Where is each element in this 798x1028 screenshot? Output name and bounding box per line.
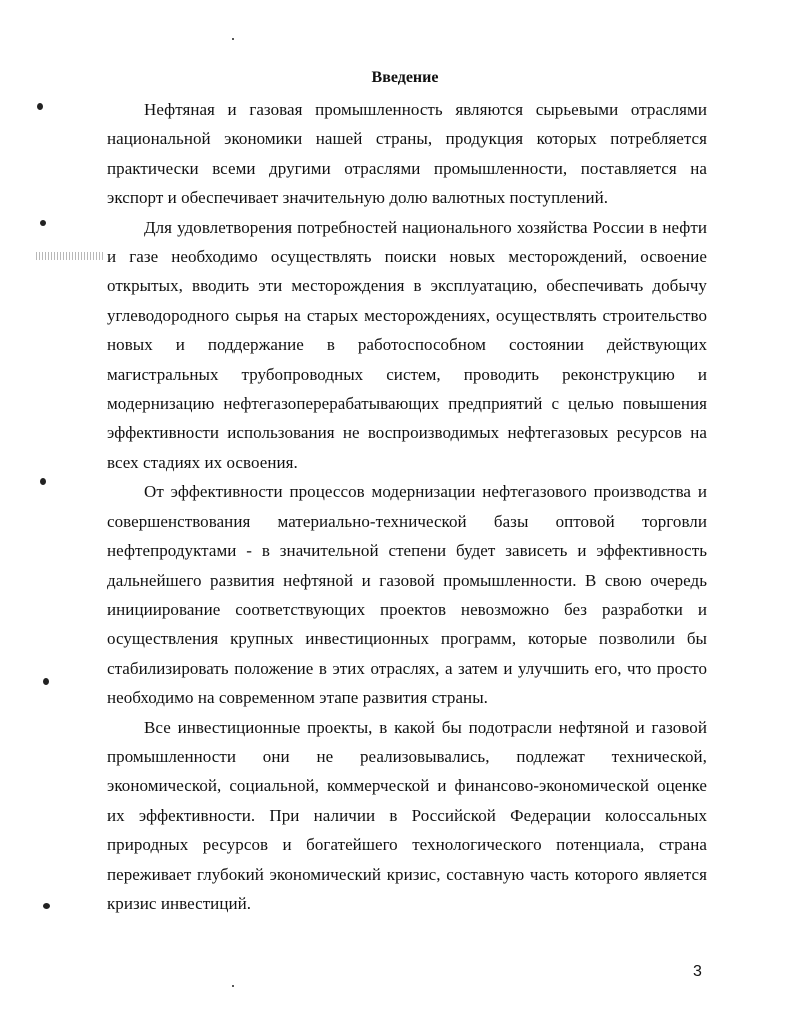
scan-speck <box>43 903 50 909</box>
paragraph: Нефтяная и газовая промышленность являются сырьевыми отраслями национальной экономики нашей страны, продукция которых потребляется практически всеми другими отраслями промышленности, поставляется на экспорт и обеспечивает значительную долю валютных поступлений. <box>107 100 707 208</box>
page-number: 3 <box>693 963 702 980</box>
paragraph: Все инвестиционные проекты, в какой бы подотрасли нефтяной и газовой промышленности они не реализовывались, подлежат технической, экономической, социальной, коммерческой и финансово-экономической оценке их эффективности. При наличии в Российской Федерации колоссальных природных ресурсов и богатейшего технологического потенциала, страна переживает глубокий экономический кризис, составную часть которого является кризис инвестиций. <box>107 717 707 913</box>
scan-speck <box>37 103 43 110</box>
scan-speck <box>43 678 49 685</box>
section-title: Введение <box>371 69 439 86</box>
paragraph: От эффективности процессов модернизации нефтегазового производства и совершенствования материально-технической базы оптовой торговли нефтепродуктами - в значительной степени будет зависеть и эффективность дальнейшего развития нефтяной и газовой промышленности. В свою очередь инициирование соответствующих проектов невозможно без разработки и осуществления крупных инвестиционных программ, которые позволили бы стабилизировать положение в этих отраслях, а затем и улучшить его, что просто необходимо на современном этапе развития страны. <box>107 482 707 708</box>
paragraph: Для удовлетворения потребностей национального хозяйства России в нефти и газе необходимо осуществлять поиски новых месторождений, освоение открытых, вводить эти месторождения в эксплуатацию, обеспечивать добычу углеводородного сырья на старых месторождениях, осуществлять строительство новых и поддержание в работоспособном состоянии действующих магистральных трубопроводных систем, проводить реконструкцию и модернизацию нефтегазоперерабатывающих предприятий с целью повышения эффективности использования не воспроизводимых нефтегазовых ресурсов на всех стадиях их освоения. <box>107 217 707 472</box>
scan-speck <box>40 220 46 226</box>
scan-smudge <box>36 252 104 260</box>
scan-speck <box>40 478 46 485</box>
scan-speck <box>232 985 234 987</box>
scan-speck <box>232 38 234 40</box>
body-text <box>107 95 707 918</box>
